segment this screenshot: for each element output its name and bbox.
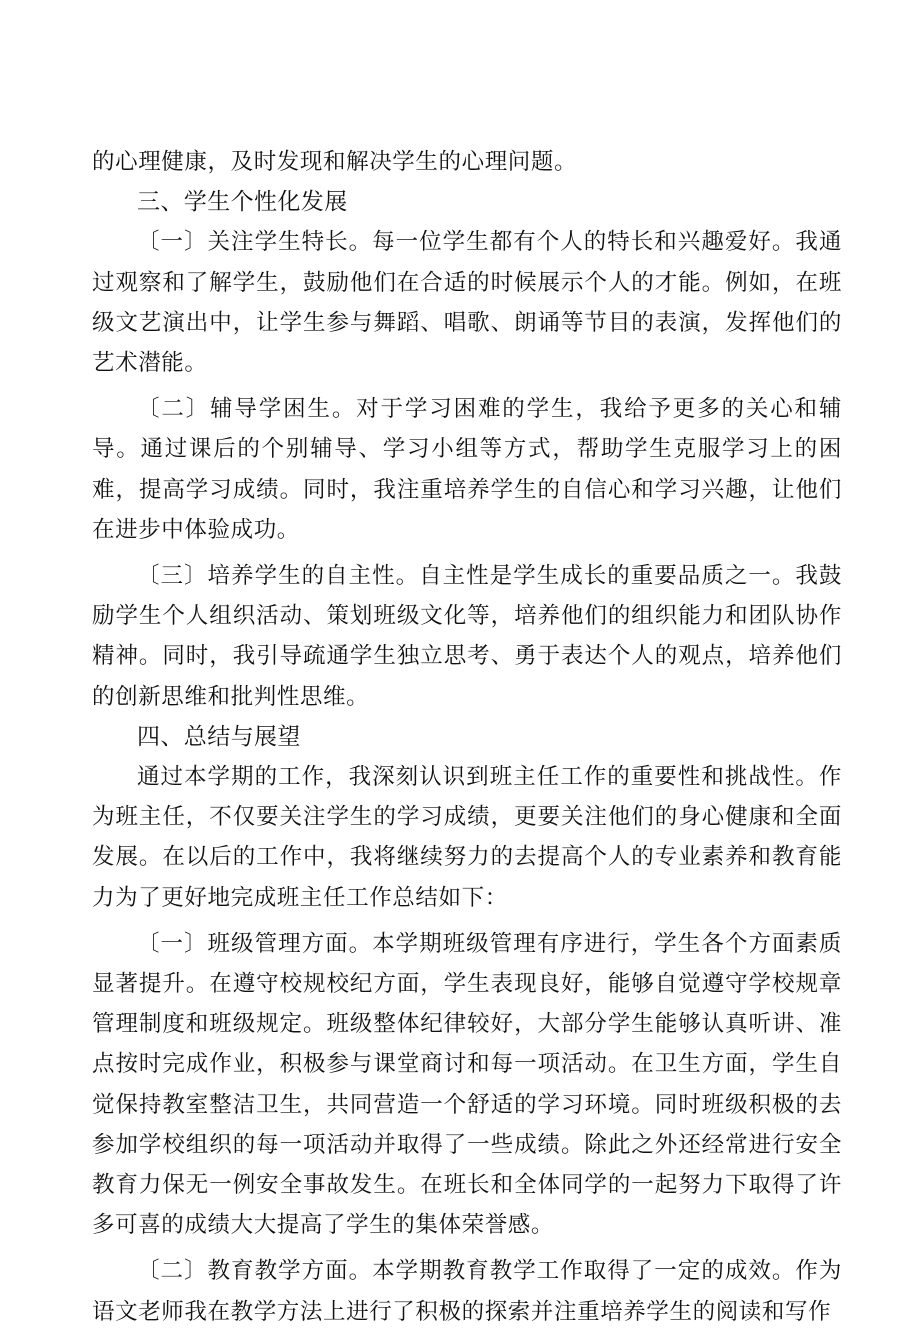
paragraph-4-1: 〔一〕班级管理方面。本学期班级管理有序进行，学生各个方面素质显著提升。在遵守校规校纪方面，学生表现良好，能够自觉遵守学校规章管理制度和班级规定。班级整体纪律较好，大部分学生能够认真听讲、准点按时完成作业，积极参与课堂商讨和每一项活动。在卫生方面，学生自觉保持教室整洁卫生，共同营造一个舒适的学习环境。同时班级积极的去参加学校组织的每一项活动并取得了一些成绩。除此之外还经常进行安全教育力保无一例安全事故发生。在班长和全体同学的一起努力下取得了许多可喜的成绩大大提高了学生的集体荣誉感。 (92, 930, 842, 1239)
paragraph-3-2: 〔二〕辅导学困生。对于学习困难的学生，我给予更多的关心和辅导。通过课后的个别辅导、学习小组等方式，帮助学生克服学习上的困难，提高学习成绩。同时，我注重培养学生的自信心和学习兴趣，让他们在进步中体验成功。 (92, 396, 842, 543)
paragraph-continuation: 的心理健康，及时发现和解决学生的心理问题。 (92, 149, 578, 175)
document-page (92, 142, 842, 1332)
section-heading-4: 四、总结与展望 (137, 723, 301, 750)
paragraph-3-3: 〔三〕培养学生的自主性。自主性是学生成长的重要品质之一。我鼓励学生个人组织活动、策划班级文化等，培养他们的组织能力和团队协作精神。同时，我引导疏通学生独立思考、勇于表达个人的观点，培养他们的创新思维和批判性思维。 (92, 563, 842, 710)
paragraph-3-1: 〔一〕关注学生特长。每一位学生都有个人的特长和兴趣爱好。我通过观察和了解学生，鼓励他们在合适的时候展示个人的才能。例如，在班级文艺演出中，让学生参与舞蹈、唱歌、朗诵等节目的表演，发挥他们的艺术潜能。 (92, 229, 842, 377)
paragraph-4-2: 〔二〕教育教学方面。本学期教育教学工作取得了一定的成效。作为语文老师我在教学方法上进行了积极的探索并注重培养学生的阅读和写作 (92, 1258, 842, 1325)
section-heading-3: 三、学生个性化发展 (137, 189, 348, 216)
paragraph-4-intro: 通过本学期的工作，我深刻认识到班主任工作的重要性和挑战性。作为班主任，不仅要关注学生的学习成绩，更要关注他们的身心健康和全面发展。在以后的工作中，我将继续努力的去提高个人的专业素养和教育能力为了更好地完成班主任工作总结如下： (92, 764, 842, 911)
